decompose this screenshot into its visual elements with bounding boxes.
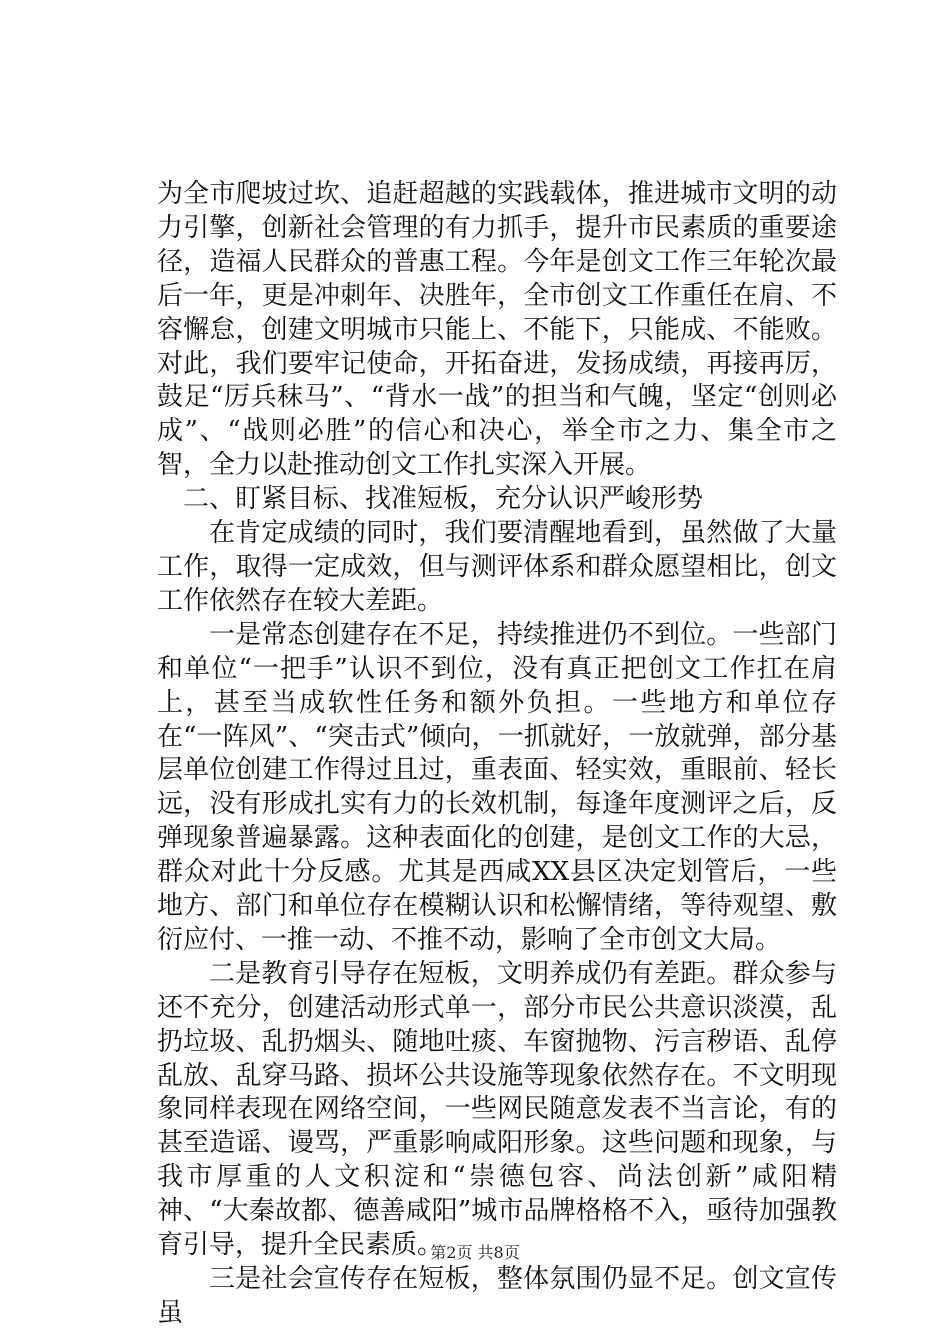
paragraph-intro: 在肯定成绩的同时，我们要清醒地看到，虽然做了大量工作，取得一定成效，但与测评体系和群众愿望相比，创文工作依然存在较大差距。 [157, 518, 837, 616]
page-footer: 第2页 共8页 [430, 1243, 520, 1262]
section-heading: 二、盯紧目标、找准短板，充分认识严峻形势 [183, 484, 704, 515]
paragraph-point-two: 二是教育引导存在短板，文明养成仍有差距。群众参与还不充分，创建活动形式单一，部分市民公共意识淡漠，乱扔垃圾、乱扔烟头、随地吐痰、车窗抛物、污言秽语、乱停乱放、乱穿马路、损坏公共设施等现象依然存在。不文明现象同样表现在网络空间，一些网民随意发表不当言论，有的甚至造谣、谩骂，严重影响咸阳形象。这些问题和现象，与我市厚重的人文积淀和“崇德包容、尚法创新”咸阳精神、“大秦故都、德善咸阳”城市品牌格格不入，亟待加强教育引导，提升全民素质。 [157, 958, 837, 1261]
paragraph-point-one: 一是常态创建存在不足，持续推进仍不到位。一些部门和单位“一把手”认识不到位，没有真正把创文工作扛在肩上，甚至当成软性任务和额外负担。一些地方和单位存在“一阵风”、“突击式”倾向，一抓就好，一放就弹，部分基层单位创建工作得过且过，重表面、轻实效，重眼前、轻长远，没有形成扎实有力的长效机制，每逢年度测评之后，反弹现象普遍暴露。这种表面化的创建，是创文工作的大忌，群众对此十分反感。尤其是西咸XX县区决定划管后，一些地方、部门和单位存在模糊认识和松懈情绪，等待观望、敷衍应付、一推一动、不推不动，影响了全市创文大局。 [157, 619, 837, 955]
document-body [157, 178, 837, 1331]
paragraph-continuation: 为全市爬坡过坎、追赶超越的实践载体，推进城市文明的动力引擎，创新社会管理的有力抓手，提升市民素质的重要途径，造福人民群众的普惠工程。今年是创文工作三年轮次最后一年，更是冲刺年、决胜年，全市创文工作重任在肩、不容懈怠，创建文明城市只能上、不能下，只能成、不能败。对此，我们要牢记使命，开拓奋进，发扬成绩，再接再厉，鼓足“厉兵秣马”、“背水一战”的担当和气魄，坚定“创则必成”、“战则必胜”的信心和决心，举全市之力、集全市之智，全力以赴推动创文工作扎实深入开展。 [157, 179, 837, 481]
paragraph-point-three: 三是社会宣传存在短板，整体氛围仍显不足。创文宣传虽 [157, 1264, 837, 1328]
